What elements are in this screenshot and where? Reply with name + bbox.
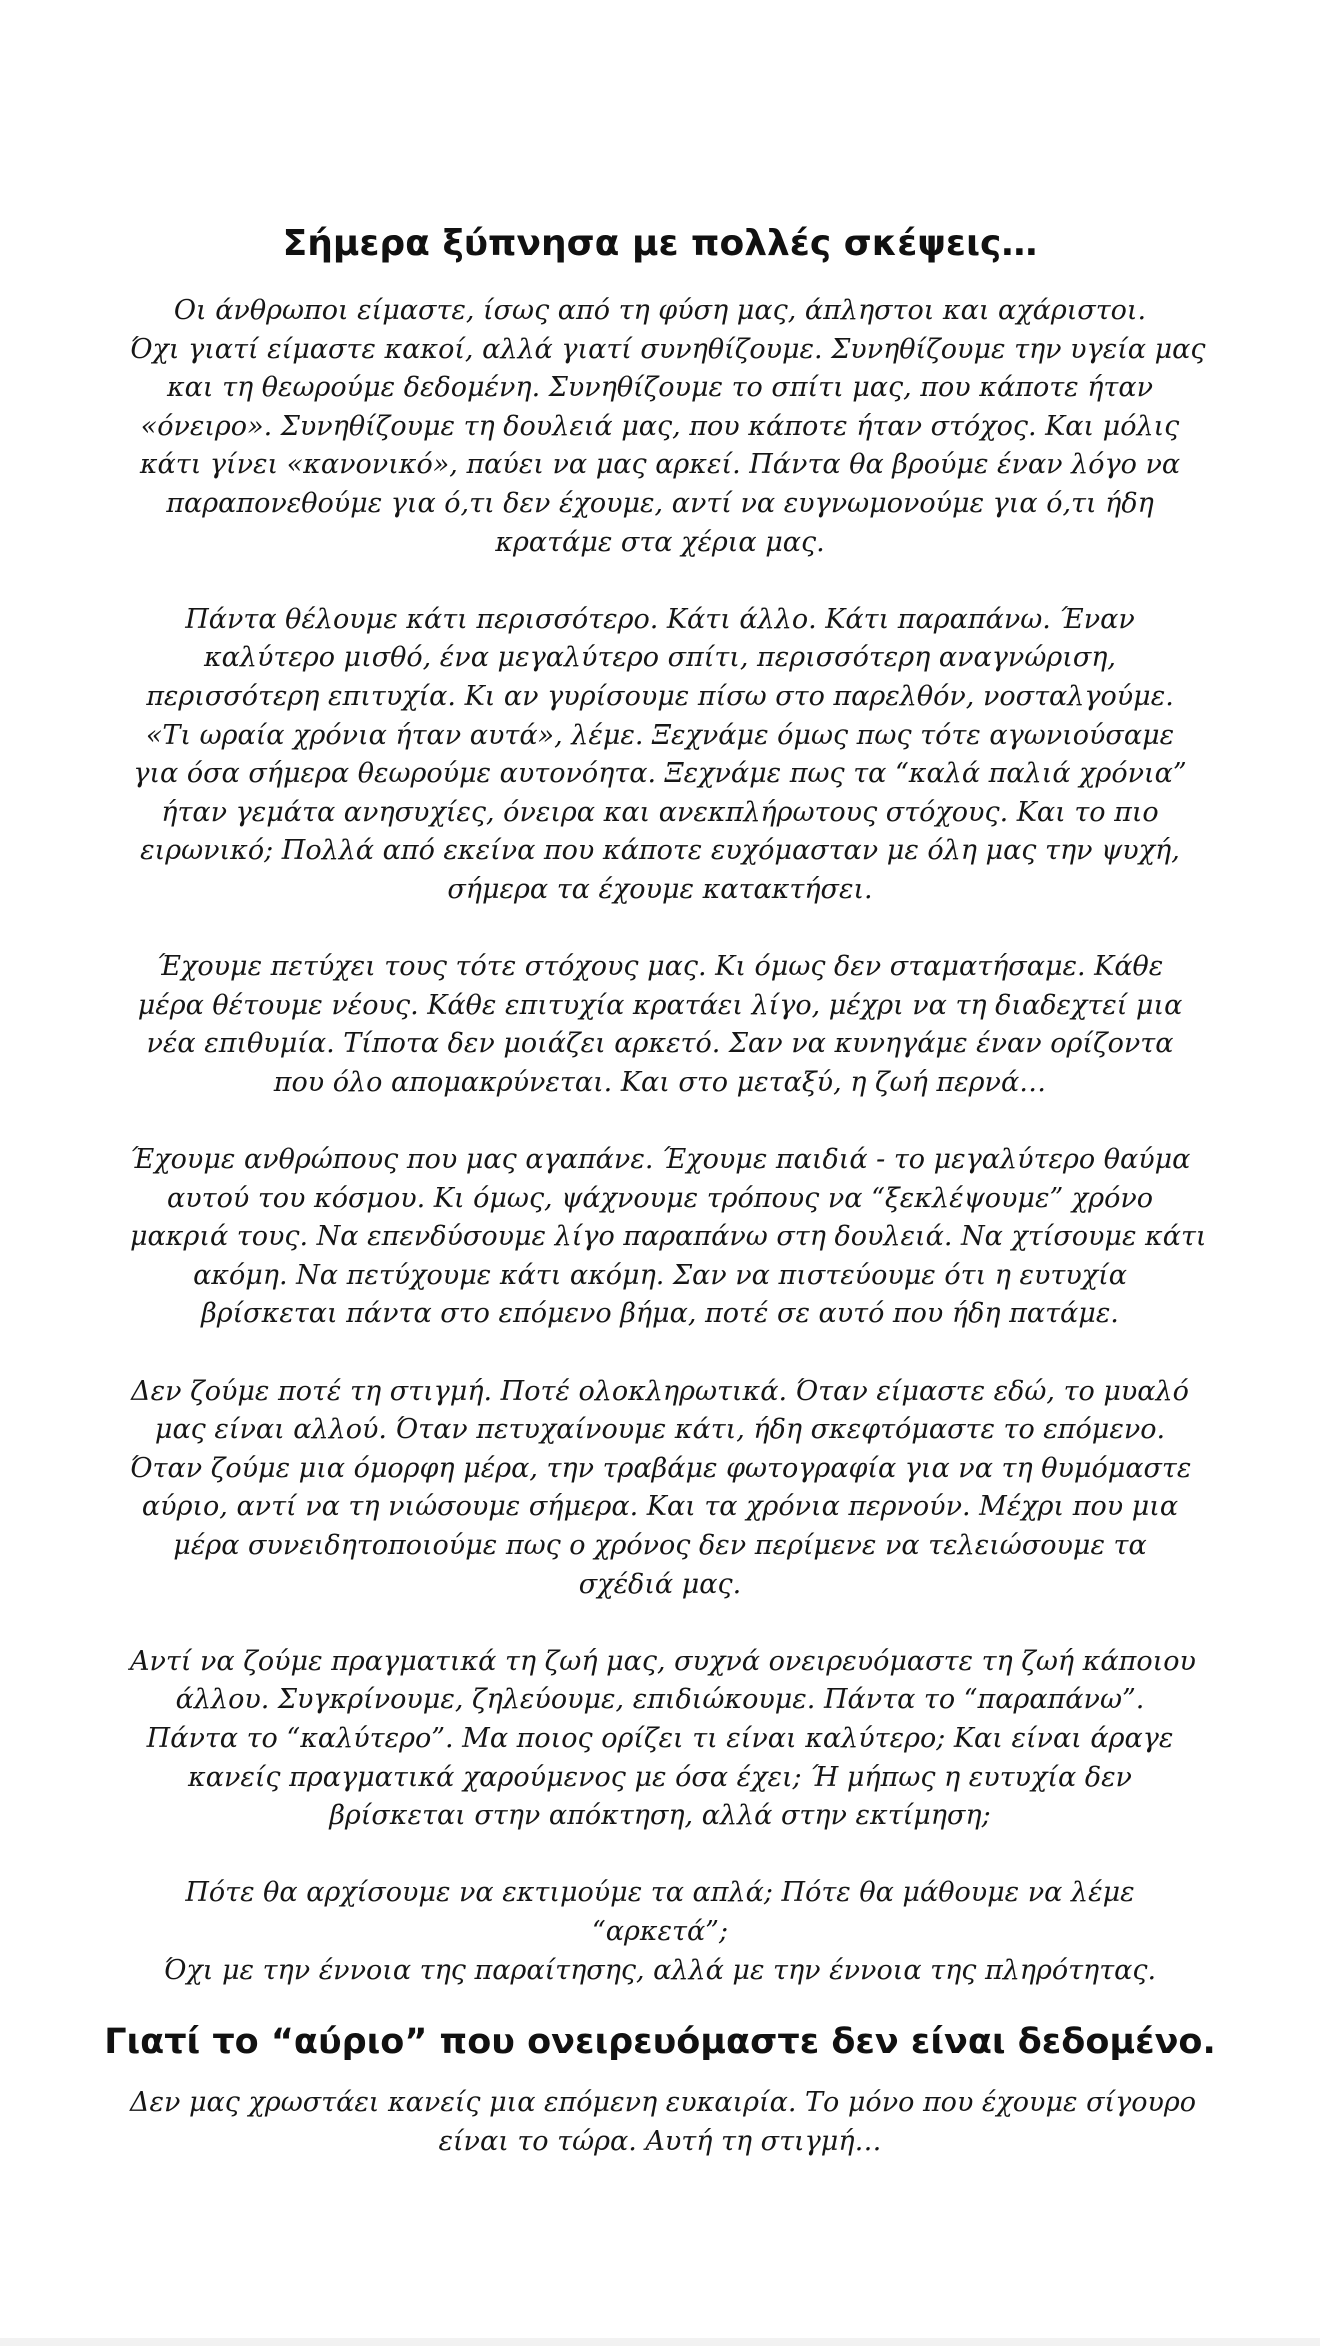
- text-line: είναι το τώρα. Αυτή τη στιγμή…: [438, 2125, 882, 2157]
- text-line: μας είναι αλλού. Όταν πετυχαίνουμε κάτι, ήδη σκεφτόμαστε το επόμενο.: [154, 1414, 1166, 1446]
- text-line: άλλου. Συγκρίνουμε, ζηλεύουμε, επιδιώκουμε. Πάντα το “παραπάνω”.: [175, 1684, 1145, 1716]
- text-line: Αντί να ζούμε πραγματικά τη ζωή μας, συχνά ονειρευόμαστε τη ζωή κάποιου: [130, 1645, 1196, 1677]
- text-line: κάτι γίνει «κανονικό», παύει να μας αρκεί. Πάντα θα βρούμε έναν λόγο να: [139, 449, 1181, 481]
- text-line: αυτού του κόσμου. Κι όμως, ψάχνουμε τρόπους να “ξεκλέψουμε” χρόνο: [166, 1182, 1153, 1214]
- text-line: «όνειρο». Συνηθίζουμε τη δουλειά μας, που κάποτε ήταν στόχος. Και μόλις: [140, 410, 1180, 442]
- text-line: κανείς πραγματικά χαρούμενος με όσα έχει; Ή μήπως η ευτυχία δεν: [188, 1761, 1132, 1793]
- text-line: “αρκετά”;: [591, 1915, 729, 1947]
- text-line: νέα επιθυμία. Τίποτα δεν μοιάζει αρκετό. Σαν να κυνηγάμε έναν ορίζοντα: [146, 1028, 1174, 1060]
- text-line: «Τι ωραία χρόνια ήταν αυτά», λέμε. Ξεχνάμε όμως πως τότε αγωνιούσαμε: [145, 719, 1175, 751]
- text-line: Έχουμε ανθρώπους που μας αγαπάνε. Έχουμε παιδιά - το μεγαλύτερο θαύμα: [130, 1144, 1191, 1176]
- text-line: μέρα θέτουμε νέους. Κάθε επιτυχία κρατάει λίγο, μέχρι να τη διαδεχτεί μια: [137, 989, 1183, 1021]
- text-line: ήταν γεμάτα ανησυχίες, όνειρα και ανεκπλήρωτους στόχους. Και το πιο: [161, 796, 1159, 828]
- closing-heading: Γιατί το “αύριο” που ονειρευόμαστε δεν είναι δεδομένο.: [104, 2022, 1216, 2063]
- text-line: Όταν ζούμε μια όμορφη μέρα, την τραβάμε φωτογραφία για να τη θυμόμαστε: [130, 1452, 1192, 1484]
- bottom-edge-divider: [0, 2338, 1320, 2346]
- text-line: Οι άνθρωποι είμαστε, ίσως από τη φύση μας, άπληστοι και αχάριστοι.: [173, 295, 1147, 326]
- text-line: σχέδιά μας.: [578, 1568, 742, 1600]
- text-line: καλύτερο μισθό, ένα μεγαλύτερο σπίτι, περισσότερη αναγνώριση,: [203, 642, 1117, 674]
- text-line: βρίσκεται στην απόκτηση, αλλά στην εκτίμηση;: [329, 1800, 991, 1832]
- text-line: Όχι με την έννοια της παραίτησης, αλλά με την έννοια της πληρότητας.: [163, 1954, 1157, 1986]
- text-line: Δεν ζούμε ποτέ τη στιγμή. Ποτέ ολοκληρωτικά. Όταν είμαστε εδώ, το μυαλό: [131, 1375, 1189, 1407]
- paragraph-7: [130, 1874, 1190, 1990]
- text-line: Έχουμε πετύχει τους τότε στόχους μας. Κι όμως δεν σταματήσαμε. Κάθε: [156, 951, 1164, 983]
- text-line: αύριο, αντί να τη νιώσουμε σήμερα. Και τα χρόνια περνούν. Μέχρι που μια: [141, 1491, 1179, 1523]
- paragraph-5: [130, 1373, 1190, 1605]
- text-line: σήμερα τα έχουμε κατακτήσει.: [447, 873, 873, 905]
- text-column: [104, 218, 1216, 2161]
- text-line: μέρα συνειδητοποιούμε πως ο χρόνος δεν περίμενε να τελειώσουμε τα: [173, 1530, 1147, 1561]
- page-title: Σήμερα ξύπνησα με πολλές σκέψεις…: [282, 223, 1038, 264]
- text-line: για όσα σήμερα θεωρούμε αυτονόητα. Ξεχνάμε πως τα “καλά παλιά χρόνια”: [133, 758, 1187, 790]
- text-line: και τη θεωρούμε δεδομένη. Συνηθίζουμε το σπίτι μας, που κάποτε ήταν: [166, 372, 1154, 404]
- text-line: που όλο απομακρύνεται. Και στο μεταξύ, η ζωή περνά…: [273, 1066, 1047, 1098]
- text-line: ακόμη. Να πετύχουμε κάτι ακόμη. Σαν να πιστεύουμε ότι η ευτυχία: [193, 1259, 1127, 1291]
- text-line: βρίσκεται πάντα στο επόμενο βήμα, ποτέ σε αυτό που ήδη πατάμε.: [201, 1298, 1119, 1330]
- text-line: περισσότερη επιτυχία. Κι αν γυρίσουμε πίσω στο παρελθόν, νοσταλγούμε.: [146, 680, 1174, 712]
- text-line: μακριά τους. Να επενδύσουμε λίγο παραπάνω στη δουλειά. Να χτίσουμε κάτι: [130, 1221, 1207, 1253]
- text-line: ειρωνικό; Πολλά από εκείνα που κάποτε ευχόμασταν με όλη μας την ψυχή,: [140, 835, 1180, 867]
- paragraph-3: [130, 948, 1190, 1102]
- paragraph-1: [130, 292, 1206, 562]
- text-line: Πάντα το “καλύτερο”. Μα ποιος ορίζει τι είναι καλύτερο; Και είναι άραγε: [146, 1722, 1174, 1754]
- text-line: Πάντα θέλουμε κάτι περισσότερο. Κάτι άλλο. Κάτι παραπάνω. Έναν: [185, 603, 1135, 635]
- paragraph-6: [130, 1643, 1196, 1836]
- text-line: Όχι γιατί είμαστε κακοί, αλλά γιατί συνηθίζουμε. Συνηθίζουμε την υγεία μας: [130, 333, 1206, 365]
- paragraph-2: [130, 601, 1190, 910]
- text-line: Πότε θα αρχίσουμε να εκτιμούμε τα απλά; Πότε θα μάθουμε να λέμε: [185, 1877, 1135, 1909]
- text-line: Δεν μας χρωστάει κανείς μια επόμενη ευκαιρία. Το μόνο που έχουμε σίγουρο: [130, 2087, 1197, 2119]
- final-paragraph: [130, 2084, 1197, 2161]
- text-line: παραπονεθούμε για ό,τι δεν έχουμε, αντί να ευγνωμονούμε για ό,τι ήδη: [166, 487, 1154, 519]
- paragraph-4: [130, 1141, 1207, 1334]
- text-line: κρατάμε στα χέρια μας.: [495, 526, 825, 558]
